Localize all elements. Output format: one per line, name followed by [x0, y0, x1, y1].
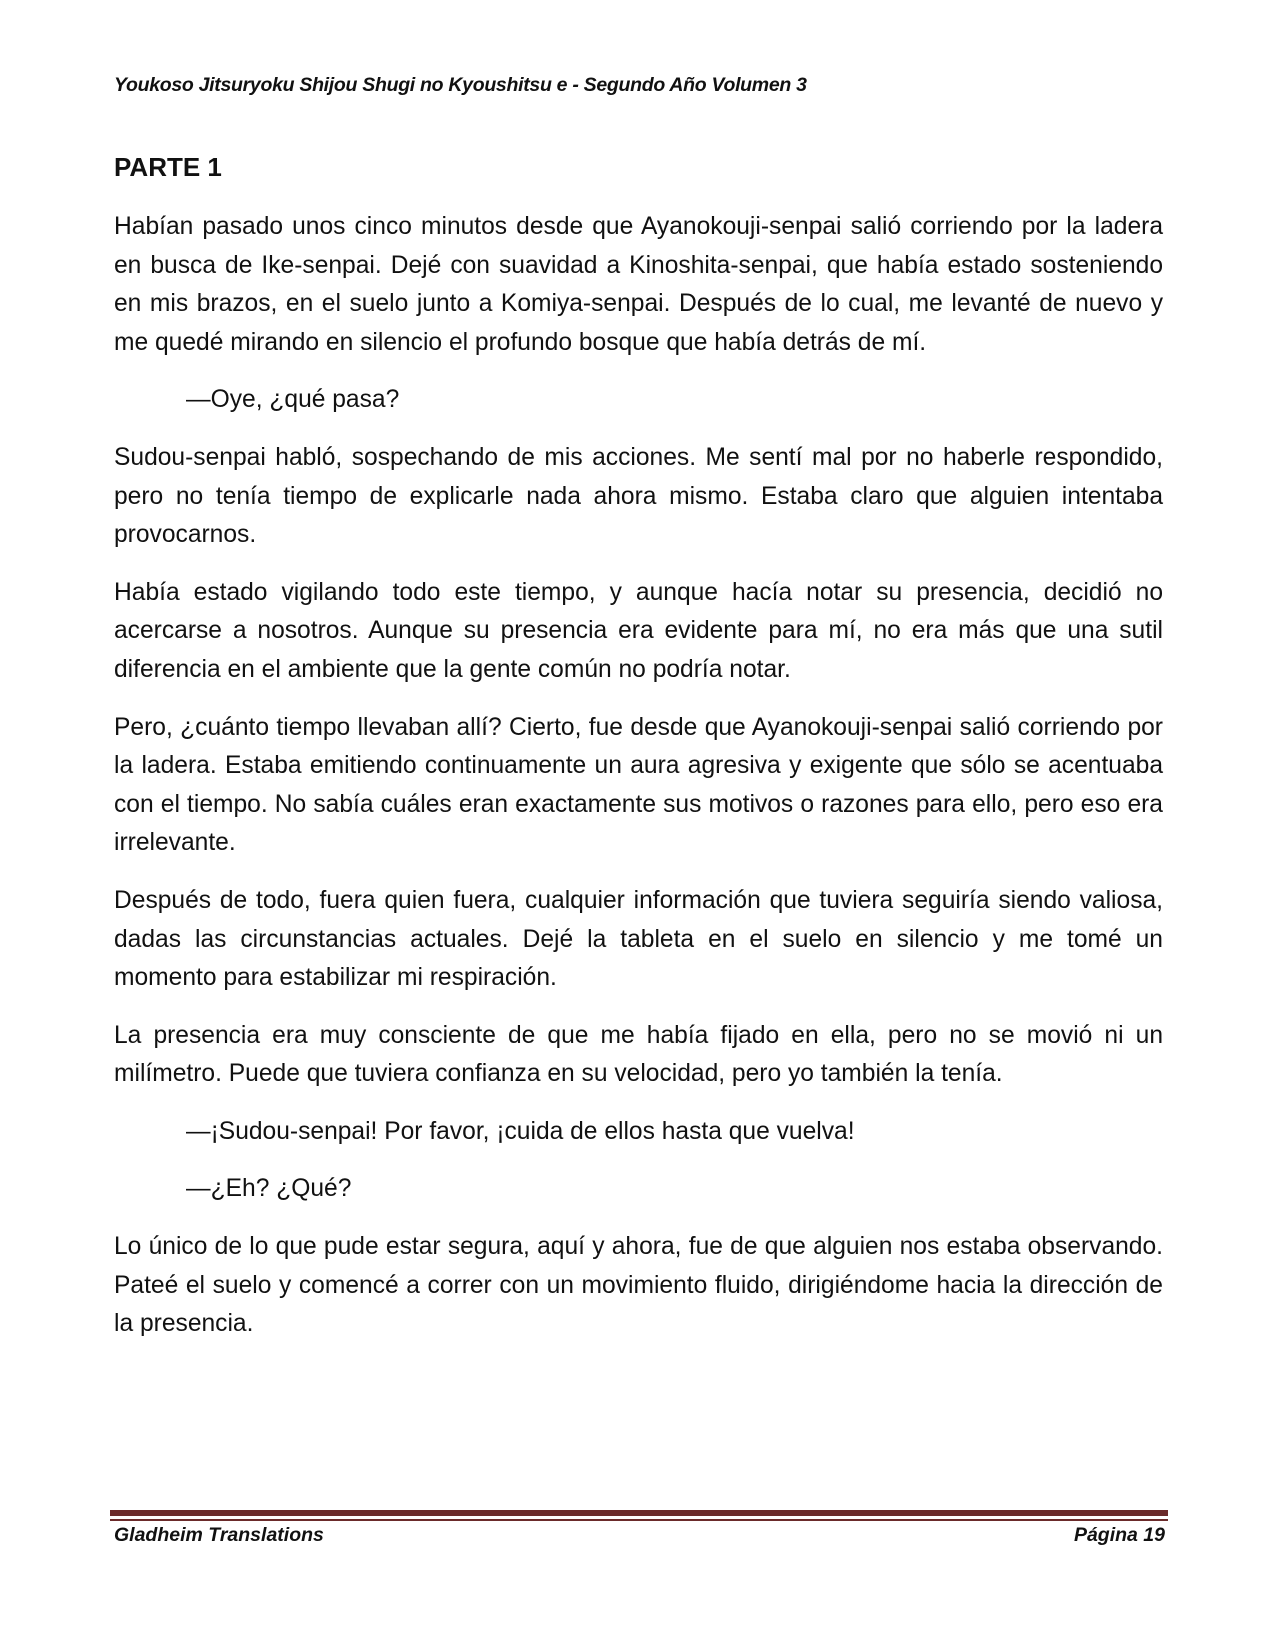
dialogue-line: —¿Eh? ¿Qué?: [186, 1175, 352, 1203]
section-title: PARTE 1: [114, 152, 222, 182]
body-text: [114, 208, 1163, 1363]
dialogue-line: —Oye, ¿qué pasa?: [186, 386, 400, 414]
footer-rule-thick: [110, 1510, 1168, 1516]
paragraph: Había estado vigilando todo este tiempo, y aunque hacía notar su presencia, decidió no acercarse a nosotros. Aunque su presencia era evidente para mí, no era más que una sutil diferencia en el ambiente que la gente común no podría notar.: [114, 578, 1163, 683]
paragraph: Sudou-senpai habló, sospechando de mis acciones. Me sentí mal por no haberle respondido, pero no tenía tiempo de explicarle nada ahora mismo. Estaba claro que alguien intentaba provocarnos.: [114, 443, 1163, 549]
footer-credit: Gladheim Translations: [114, 1524, 324, 1546]
paragraph: Lo único de lo que pude estar segura, aquí y ahora, fue de que alguien nos estaba observando. Pateé el suelo y comencé a correr con un movimiento fluido, dirigiéndome hacia la dirección de la presencia.: [114, 1233, 1163, 1338]
paragraph: La presencia era muy consciente de que me había fijado en ella, pero no se movió ni un milímetro. Puede que tuviera confianza en su velocidad, pero yo también la tenía.: [114, 1021, 1163, 1088]
paragraph: Pero, ¿cuánto tiempo llevaban allí? Cierto, fue desde que Ayanokouji-senpai salió corriendo por la ladera. Estaba emitiendo continuamente un aura agresiva y exigente que sólo se acentuaba con el tiempo. No sabía cuáles eran exactamente sus motivos o razones para ello, pero eso era irrelevante.: [114, 713, 1163, 857]
running-header: Youkoso Jitsuryoku Shijou Shugi no Kyoushitsu e - Segundo Año Volumen 3: [114, 74, 807, 96]
footer-rule-thin: [110, 1519, 1168, 1521]
paragraph: Habían pasado unos cinco minutos desde que Ayanokouji-senpai salió corriendo por la ladera en busca de Ike-senpai. Dejé con suavidad a Kinoshita-senpai, que había estado sosteniendo en mis brazos, en el suelo junto a Komiya-senpai. Después de lo cual, me levanté de nuevo y me quedé mirando en silencio el profundo bosque que había detrás de mí.: [114, 213, 1163, 356]
dialogue-line: —¡Sudou-senpai! Por favor, ¡cuida de ellos hasta que vuelva!: [186, 1117, 855, 1145]
page-number: Página 19: [1073, 1524, 1165, 1546]
paragraph: Después de todo, fuera quien fuera, cualquier información que tuviera seguiría siendo valiosa, dadas las circunstancias actuales. Dejé la tableta en el suelo en silencio y me tomé un momento para estabilizar mi respiración.: [114, 886, 1163, 992]
